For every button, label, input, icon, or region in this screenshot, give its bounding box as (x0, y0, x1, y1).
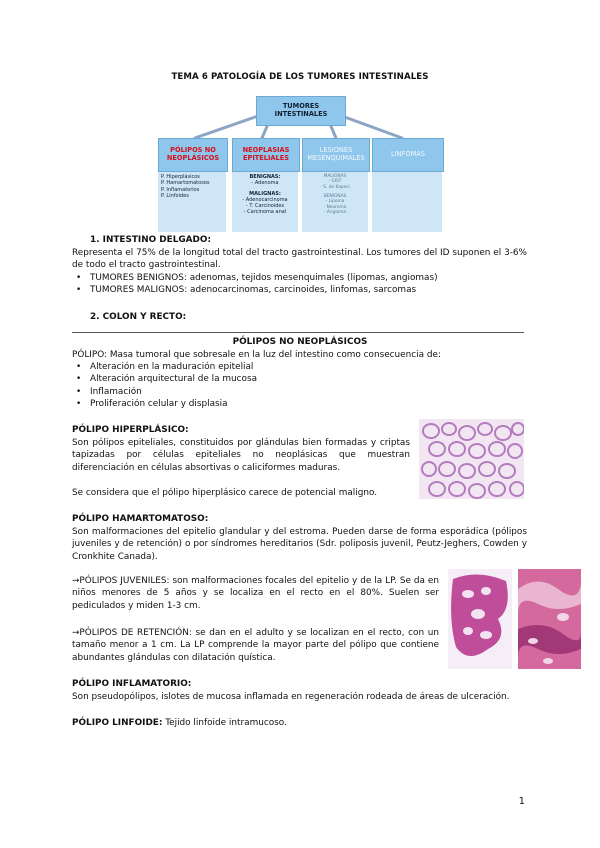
section-intestino-delgado-list (72, 272, 527, 297)
linfoide-paragraph (72, 717, 532, 729)
list-item: • TUMORES MALIGNOS: adenocarcinomas, carcinoides, linfomas, sarcomas (72, 284, 527, 296)
diagram-item: - Carcinoma anal (243, 209, 287, 216)
diagram-malign-label: MALIGNAS: (249, 190, 281, 197)
page-number: 1 (518, 796, 525, 807)
list-item: • TUMORES BENIGNOS: adenomas, tejidos mesenquimales (lipomas, angiomas) (72, 272, 527, 284)
diagram-item: BENIGNAS (323, 194, 347, 200)
diagram-cat-polipos: PÓLIPOS NO NEOPLÁSICOS (158, 138, 228, 172)
juveniles-text: →PÓLIPOS JUVENILES: son malformaciones focales del epitelio y de la LP. Se da en niños menores de 5 años y se localiza en el recto en el 80%. Suelen ser pediculados y miden 1-3 cm. (72, 576, 439, 611)
polipo-definition (72, 349, 527, 361)
hiperplasico-text-2: Se considera que el pólipo hiperplásico carece de potencial maligno. (72, 488, 378, 498)
diagram-item: P. Linfoides (161, 192, 189, 199)
histology-glands-graphic (419, 419, 524, 499)
juvenil-histology-image (448, 569, 512, 669)
diagram-item: - S. de Kaposi (320, 184, 350, 190)
diagram-item: P. Inflamatorios (161, 186, 200, 193)
linfoide-heading: PÓLIPO LINFOIDE: (72, 718, 163, 728)
section-intestino-delgado-heading: 1. INTESTINO DELGADO: (90, 235, 211, 245)
hiperplasico-heading: PÓLIPO HIPERPLÁSICO: (72, 425, 189, 435)
retencion-text: →PÓLIPOS DE RETENCIÓN: se dan en el adulto y se localizan en el recto, con un tamaño menor a 1 cm. La LP comprende la mayor parte del pólipo que contiene abundantes glándulas con dilatación quística. (72, 628, 439, 663)
diagram-item: - T. Carcinoides (245, 203, 285, 209)
diagram-item: - Adenocarcinoma (242, 196, 288, 203)
diagram-cat-neoplasias: NEOPLASIAS EPITELIALES (232, 138, 300, 172)
hamartomatoso-heading: PÓLIPO HAMARTOMATOSO: (72, 514, 209, 524)
hamartomatoso-text: Son malformaciones del epitelio glandular y del estroma. Pueden darse de forma esporádica (pólipos juveniles y de retención) o por síndromes hereditarios (Sdr. poliposis juvenil, Peutz-Jeghers, Cowden y Cronkhite Canada). (72, 527, 527, 562)
polipo-label: PÓLIPO (72, 350, 105, 360)
page-title: TEMA 6 PATOLOGÍA DE LOS TUMORES INTESTINALES (171, 72, 429, 82)
divider (72, 332, 524, 333)
diagram-item: - Adenoma (251, 180, 279, 187)
retencion-histology-image (518, 569, 581, 669)
diagram-root: TUMORES INTESTINALES (256, 96, 346, 126)
hiperplasico-text: Son pólipos epiteliales, constituidos por glándulas bien formadas y criptas tapizadas por células epiteliales no neoplásicas que muestran diferenciación en células absortivas o caliciformes maduras. (72, 438, 410, 473)
histology-tissue-graphic (518, 569, 581, 669)
polipos-causes-list (72, 361, 527, 411)
diagram-item: - GIST (328, 179, 342, 185)
polipos-heading: PÓLIPOS NO NEOPLÁSICOS (232, 337, 368, 347)
diagram-cat-mesenquimales: LESIONES MESENQUIMALES (302, 138, 370, 172)
diagram-mesenquimales-list (302, 172, 368, 232)
inflamatorio-heading: PÓLIPO INFLAMATORIO: (72, 679, 192, 689)
diagram-item: P. Hiperplásicos (161, 174, 200, 180)
diagram-item: MALIGNAS (323, 174, 347, 179)
polipo-definition-text: : Masa tumoral que sobresale en la luz del intestino como consecuencia de: (104, 350, 441, 360)
diagram-item: P. Hamartomatosos (161, 180, 210, 187)
list-item: • Alteración arquitectural de la mucosa (72, 373, 527, 385)
diagram-item: - Angioma (324, 210, 346, 216)
hiperplasico-histology-image (419, 419, 524, 499)
list-item: • Alteración en la maduración epitelial (72, 361, 527, 373)
histology-polyp-graphic (448, 569, 512, 669)
linfoide-text: Tejido linfoide intramucoso. (162, 718, 287, 728)
diagram-linfomas-list (372, 172, 442, 232)
diagram-neoplasias-list (232, 172, 298, 232)
diagram-item: - Neuroma (323, 204, 347, 210)
diagram-cat-linfomas: LINFOMAS (372, 138, 444, 172)
list-item: • Proliferación celular y displasia (72, 398, 527, 410)
diagram-polipos-list (158, 172, 226, 232)
section-intestino-delgado-text: Representa el 75% de la longitud total del tracto gastrointestinal. Los tumores del ID suponen el 3-6% de todo el tracto gastrointestinal. (72, 248, 527, 271)
list-item: • Inflamación (72, 386, 527, 398)
inflamatorio-text: Son pseudopólipos, islotes de mucosa inflamada en regeneración rodeada de áreas de ulceración. (72, 692, 510, 702)
section-colon-recto-heading: 2. COLON Y RECTO: (90, 312, 187, 322)
diagram-item: - Lipoma (325, 199, 345, 205)
diagram-benign-label: BENIGNAS: (249, 174, 281, 180)
